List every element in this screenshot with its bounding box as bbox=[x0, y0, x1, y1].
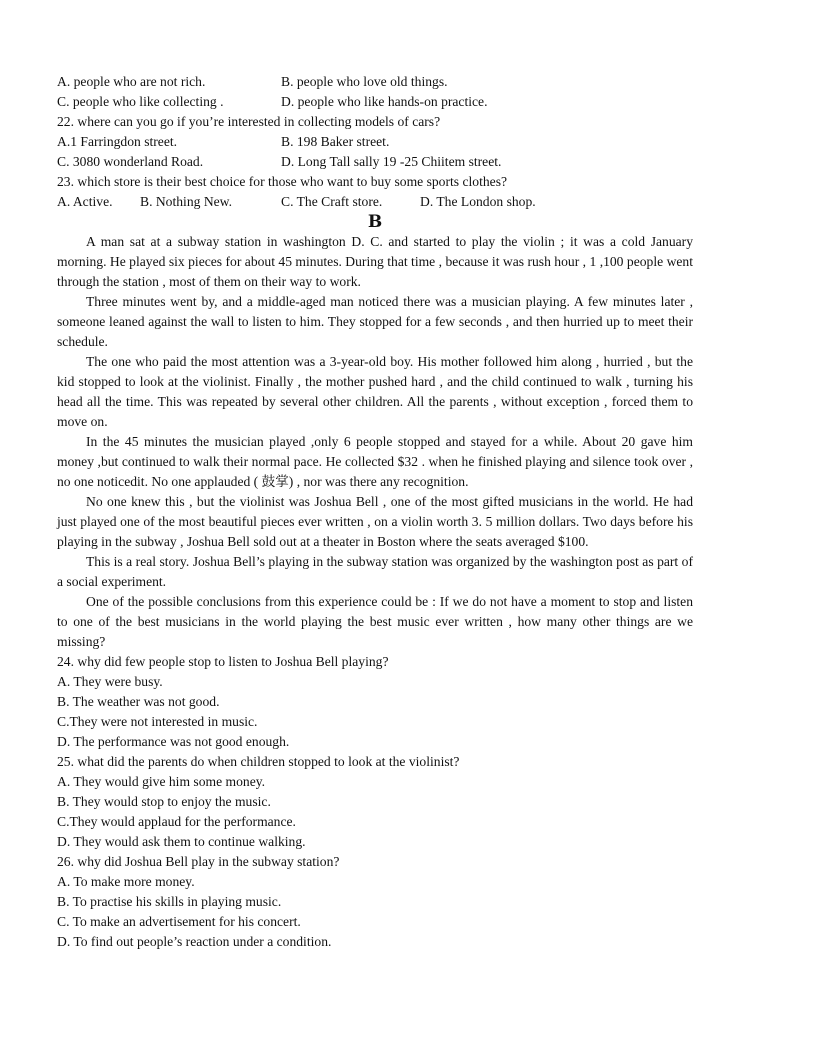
q21-option-d: D. people who like hands-on practice. bbox=[281, 94, 488, 109]
q24-option-a: A. They were busy. bbox=[57, 674, 163, 689]
q25-option-d: D. They would ask them to continue walking. bbox=[57, 834, 306, 849]
q25-option-a: A. They would give him some money. bbox=[57, 774, 266, 789]
q23-stem: 23. which store is their best choice for those who want to buy some sports clothes? bbox=[57, 174, 508, 189]
q22-options-row-2 bbox=[57, 152, 693, 172]
q23-option-a: A. Active. bbox=[57, 194, 113, 209]
q26-option-b: B. To practise his skills in playing music. bbox=[57, 894, 282, 909]
q24-option-c: C.They were not interested in music. bbox=[57, 714, 258, 729]
q24-stem: 24. why did few people stop to listen to Joshua Bell playing? bbox=[57, 654, 389, 669]
q22-option-c: C. 3080 wonderland Road. bbox=[57, 154, 204, 169]
reading-passage bbox=[57, 232, 693, 652]
passage-paragraph: No one knew this , but the violinist was Joshua Bell , one of the most gifted musicians in the world. He had just played one of the most beautiful pieces ever written , on a violin worth 3. 5 million dollars. Two days before his playing in the subway , Joshua Bell sold out at a theater in Boston where the seats averaged $100. bbox=[57, 494, 693, 549]
q22-option-a: A.1 Farringdon street. bbox=[57, 134, 178, 149]
passage-paragraph: Three minutes went by, and a middle-aged man noticed there was a musician playing. A few minutes later , someone leaned against the wall to listen to him. They stopped for a few seconds , and then hurried up to meet their schedule. bbox=[57, 294, 693, 349]
q25-stem: 25. what did the parents do when children stopped to look at the violinist? bbox=[57, 754, 460, 769]
q26-option-d: D. To find out people’s reaction under a condition. bbox=[57, 934, 332, 949]
q26-option-c: C. To make an advertisement for his concert. bbox=[57, 914, 301, 929]
q24-option-d: D. The performance was not good enough. bbox=[57, 734, 290, 749]
q21-option-a: A. people who are not rich. bbox=[57, 74, 206, 89]
section-heading: B bbox=[367, 212, 383, 232]
q23-option-d: D. The London shop. bbox=[420, 194, 536, 209]
q21-options-row-1 bbox=[57, 72, 693, 92]
q23-option-b: B. Nothing New. bbox=[140, 194, 233, 209]
passage-paragraph: This is a real story. Joshua Bell’s playing in the subway station was organized by the washington post as part of a social experiment. bbox=[57, 554, 693, 589]
q25-option-c: C.They would applaud for the performance. bbox=[57, 814, 296, 829]
passage-paragraph: The one who paid the most attention was a 3-year-old boy. His mother followed him along , hurried , but the kid stopped to look at the violinist. Finally , the mother pushed hard , and the child continued to walk , turning his head all the time. This was repeated by several other children. All the parents , without exception , forced them to move on. bbox=[57, 354, 693, 429]
q25-option-b: B. They would stop to enjoy the music. bbox=[57, 794, 271, 809]
q22-option-d: D. Long Tall sally 19 -25 Chiitem street. bbox=[281, 154, 502, 169]
q21-options-row-2 bbox=[57, 92, 693, 112]
passage-paragraph: One of the possible conclusions from this experience could be : If we do not have a moment to stop and listen to one of the best musicians in the world playing the best music ever written , how many other things are we missing? bbox=[57, 594, 693, 649]
q22-stem: 22. where can you go if you’re interested in collecting models of cars? bbox=[57, 114, 441, 129]
q22-options-row-1 bbox=[57, 132, 693, 152]
exam-page bbox=[57, 72, 693, 952]
q26-stem: 26. why did Joshua Bell play in the subway station? bbox=[57, 854, 340, 869]
q26-option-a: A. To make more money. bbox=[57, 874, 195, 889]
passage-paragraph: In the 45 minutes the musician played ,only 6 people stopped and stayed for a while. About 20 gave him money ,but continued to walk their normal pace. He collected $32 . when he finished playing and silence took over , no one noticedit. No one applauded ( 鼓掌) , nor was there any recognition. bbox=[57, 434, 693, 489]
q23-options-row bbox=[57, 192, 693, 212]
q24-option-b: B. The weather was not good. bbox=[57, 694, 220, 709]
q23-option-c: C. The Craft store. bbox=[281, 194, 383, 209]
q21-option-c: C. people who like collecting . bbox=[57, 94, 224, 109]
q21-option-b: B. people who love old things. bbox=[281, 74, 448, 89]
q22-option-b: B. 198 Baker street. bbox=[281, 134, 390, 149]
passage-paragraph: A man sat at a subway station in washington D. C. and started to play the violin ; it was a cold January morning. He played six pieces for about 45 minutes. During that time , because it was rush hour , 1 ,100 people went through the station , most of them on their way to work. bbox=[57, 234, 693, 289]
